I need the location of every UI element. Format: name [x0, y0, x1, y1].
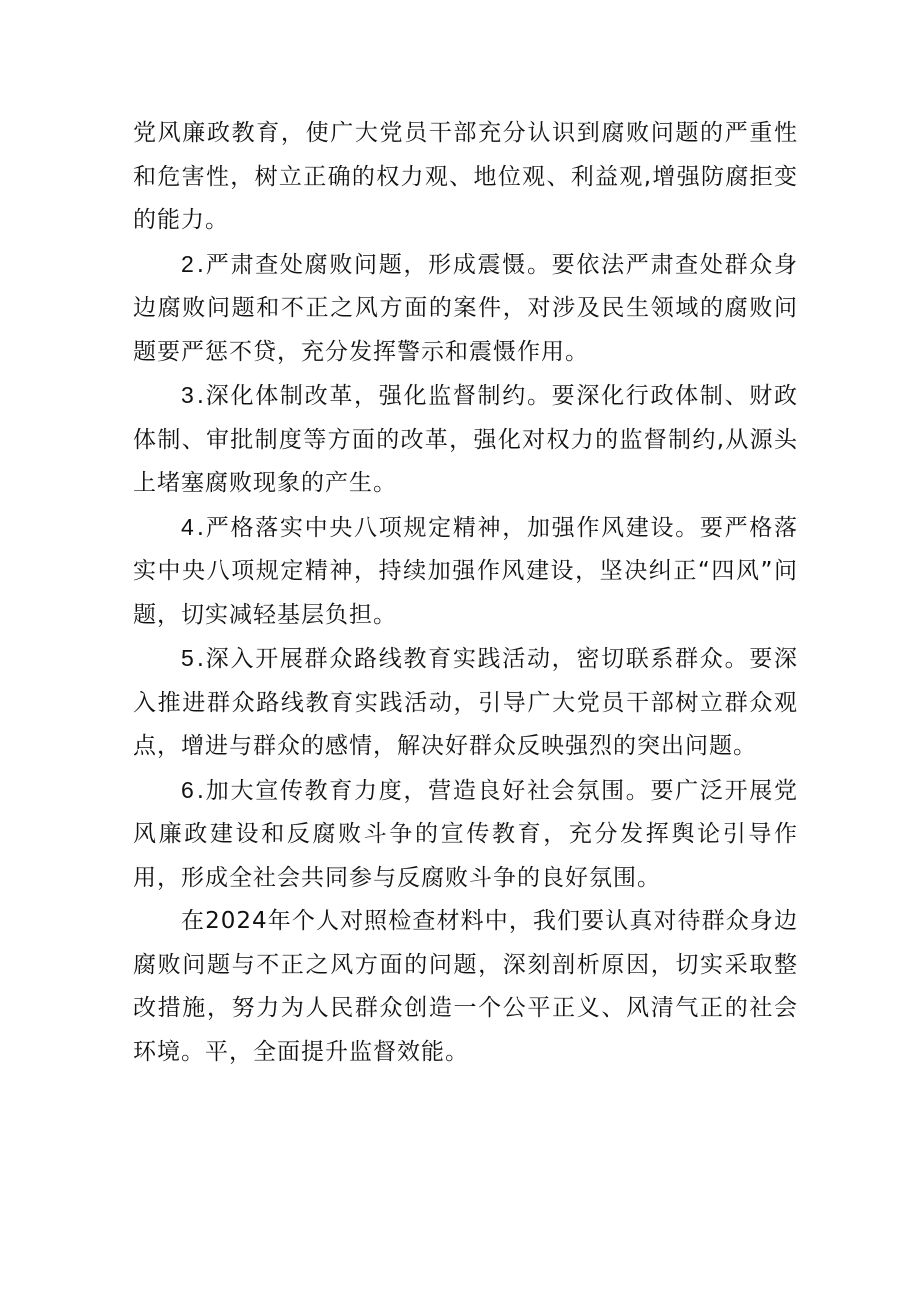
- paragraph-continuation: [133, 112, 798, 243]
- document-body: [133, 112, 798, 1074]
- paragraph-item-5: [133, 637, 798, 769]
- paragraph-text: .严肃查处腐败问题，形成震慑。要依法严肃查处群众身边腐败问题和不正之风方面的案件，对涉及民生领域的腐败问题要严惩不贷，充分发挥警示和震慑作用。: [133, 251, 798, 365]
- paragraph-text: 在2024年个人对照检查材料中，我们要认真对待群众身边腐败问题与不正之风方面的问题，深刻剖析原因，切实采取整改措施，努力为人民群众创造一个公平正义、风清气正的社会环境。平，全面提升监督效能。: [133, 908, 798, 1065]
- paragraph-item-4: [133, 506, 798, 638]
- paragraph-text: .严格落实中央八项规定精神，加强作风建设。要严格落实中央八项规定精神，持续加强作风建设，坚决纠正“四风”问题，切实减轻基层负担。: [133, 514, 798, 628]
- item-number: 6: [181, 776, 195, 803]
- paragraph-item-2: [133, 243, 798, 375]
- paragraph-text: 党风廉政教育，使广大党员干部充分认识到腐败问题的严重性和危害性，树立正确的权力观、地位观、利益观,增强防腐拒变的能力。: [133, 120, 798, 233]
- paragraph-conclusion: [133, 900, 798, 1074]
- paragraph-item-6: [133, 769, 798, 901]
- item-number: 2: [181, 250, 195, 277]
- paragraph-text: .深入开展群众路线教育实践活动，密切联系群众。要深入推进群众路线教育实践活动，引导广大党员干部树立群众观点，增进与群众的感情，解决好群众反映强烈的突出问题。: [133, 646, 798, 759]
- item-number: 3: [181, 382, 195, 408]
- item-number: 4: [181, 513, 195, 540]
- item-number: 5: [181, 645, 195, 671]
- paragraph-item-3: [133, 374, 798, 506]
- paragraph-text: .加大宣传教育力度，营造良好社会氛围。要广泛开展党风廉政建设和反腐败斗争的宣传教育，充分发挥舆论引导作用，形成全社会共同参与反腐败斗争的良好氛围。: [133, 777, 798, 891]
- paragraph-text: .深化体制改革，强化监督制约。要深化行政体制、财政体制、审批制度等方面的改革，强化对权力的监督制约,从源头上堵塞腐败现象的产生。: [133, 383, 798, 496]
